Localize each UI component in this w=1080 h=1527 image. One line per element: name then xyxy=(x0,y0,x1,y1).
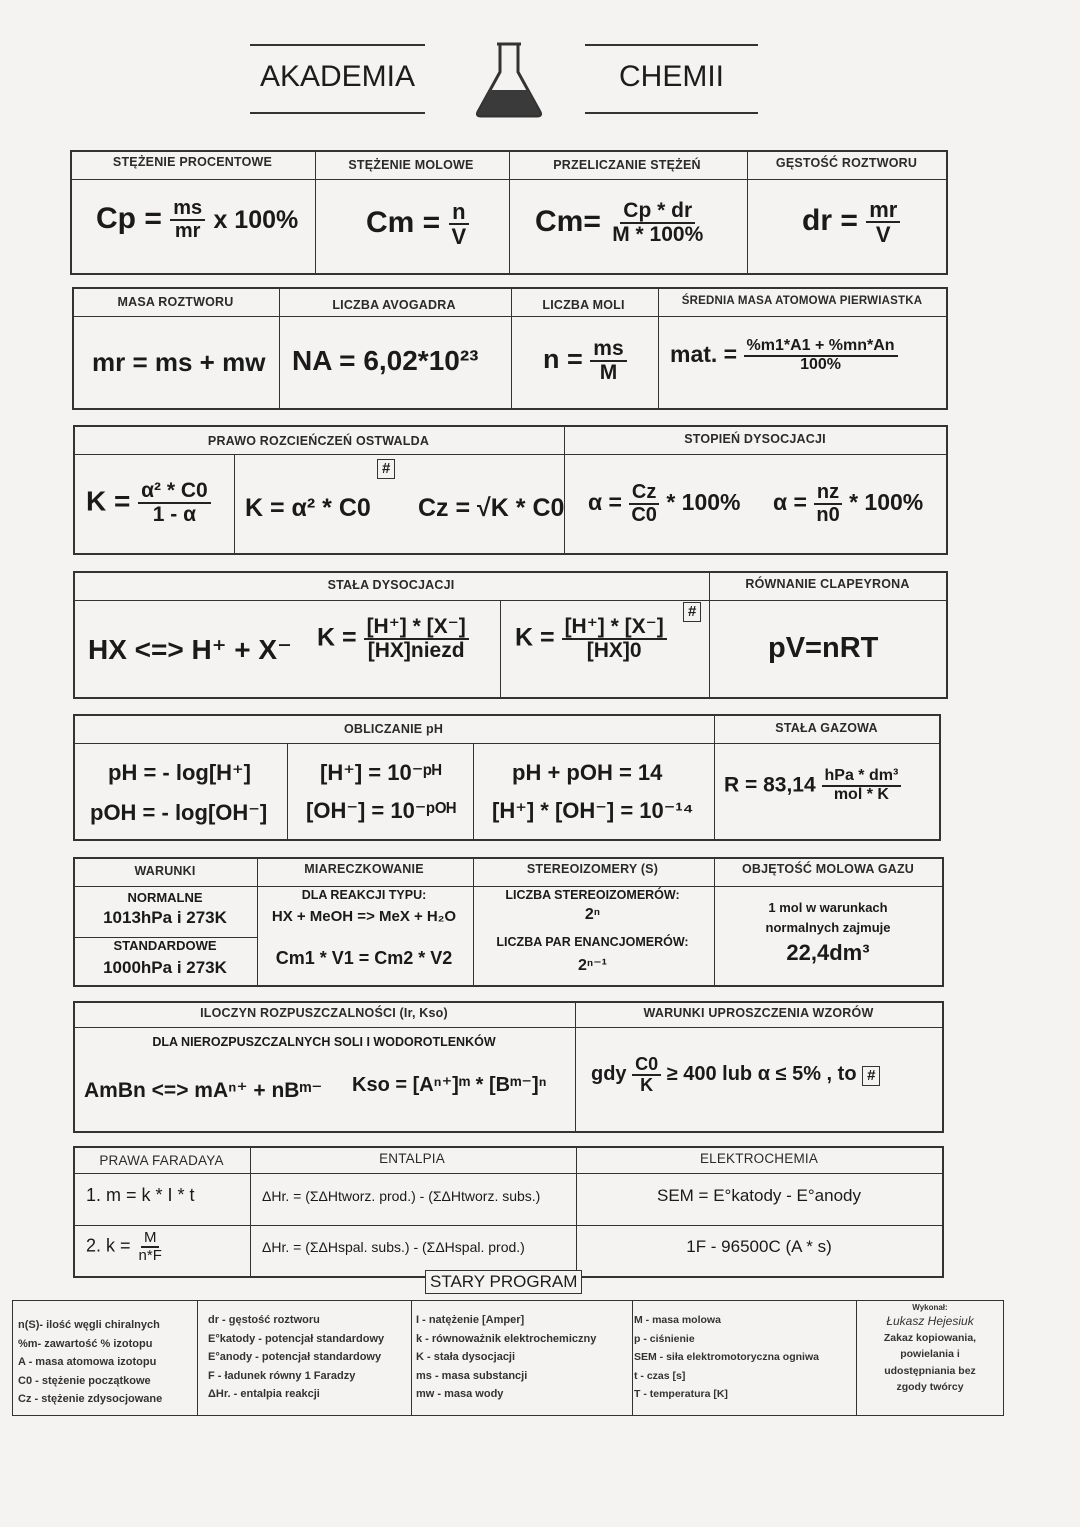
author-signature: Łukasz Hejesiuk xyxy=(886,1314,974,1328)
stereoizomery-label: LICZBA STEREOIZOMERÓW: xyxy=(505,888,680,902)
formula-liczba-avogadra: NA = 6,02*10²³ xyxy=(292,345,479,376)
title-rule-left-bottom xyxy=(250,112,425,114)
warunki-normalne-label: NORMALNE xyxy=(127,890,203,905)
formula-masa-roztworu: mr = ms + mw xyxy=(92,347,266,377)
header-iloczyn-rozpuszczalnosci: ILOCZYN ROZPUSZCZALNOŚCI (Ir, Kso) xyxy=(200,1006,448,1020)
title-rule-left-top xyxy=(250,44,425,46)
formula-sem: SEM = E°katody - E°anody xyxy=(657,1186,861,1205)
header-rownanie-clapeyrona: RÓWNANIE CLAPEYRONA xyxy=(745,577,910,591)
header-stezenie-procentowe: STĘŻENIE PROCENTOWE xyxy=(112,155,273,169)
header-elektrochemia: ELEKTROCHEMIA xyxy=(699,1151,819,1166)
formula-faraday-1: 1. m = k * I * t xyxy=(86,1185,195,1205)
header-objetosc-molowa: OBJĘTOŚĆ MOLOWA GAZU xyxy=(741,862,915,876)
formula-liczba-moli: n = $\frac{ms}{M}$ xyxy=(543,338,627,384)
warunki-standardowe-label: STANDARDOWE xyxy=(113,938,217,953)
header-srednia-masa-atomowa: ŚREDNIA MASA ATOMOWA PIERWIASTKA xyxy=(681,295,923,307)
formula-srednia-masa-atomowa: mat. = $\frac{\%m1*A1 + \%mn*An}{100\%}$ xyxy=(670,338,898,374)
miareczkowanie-reakcja: HX + MeOH => MeX + H₂O xyxy=(271,908,457,925)
formula-warunek-uproszczenia: gdy $\frac{C0}{K}$ ≥ 400 lub α ≤ 5% , to # xyxy=(591,1055,880,1095)
formula-ph-poh-sum: pH + pOH = 14 xyxy=(512,760,663,785)
header-liczba-avogadra: LICZBA AVOGADRA xyxy=(332,298,456,312)
header-masa-roztworu: MASA ROZTWORU xyxy=(117,295,234,309)
header-warunki-uproszczenia: WARUNKI UPROSZCZENIA WZORÓW xyxy=(643,1006,874,1020)
header-gestosc-roztworu: GĘSTOŚĆ ROZTWORU xyxy=(775,156,918,170)
formula-ostwald-simplified: K = α² * C0 xyxy=(245,494,371,522)
title-rule-right-top xyxy=(585,44,758,46)
formula-oh-concentration: [OH⁻] = 10⁻ᵖᴼᴴ xyxy=(306,798,457,823)
formula-poh: pOH = - log[OH⁻] xyxy=(90,800,268,825)
legend-col-author: Wykonał: Łukasz Hejesiuk Zakaz kopiowania, powielania i udostępniania bez zgody twórcy xyxy=(858,1303,1002,1396)
objetosc-molowa-line2: normalnych zajmuje xyxy=(765,920,891,935)
header-prawo-ostwalda: PRAWO ROZCIEŃCZEŃ OSTWALDA xyxy=(207,434,430,448)
header-warunki: WARUNKI xyxy=(134,864,196,878)
legend-col-3: I - natężenie [Amper] k - równoważnik elektrochemiczny K - stała dysocjacji ms - masa substancji mw - masa wody xyxy=(416,1314,597,1400)
formula-clapeyron: pV=nRT xyxy=(768,632,879,664)
objetosc-molowa-line1: 1 mol w warunkach xyxy=(768,900,888,915)
warunki-standardowe-value: 1000hPa i 273K xyxy=(103,958,227,977)
formula-h-concentration: [H⁺] = 10⁻ᵖᴴ xyxy=(320,760,442,785)
formula-faraday-constant: 1F - 96500C (A * s) xyxy=(686,1237,832,1256)
iloczyn-subtitle: DLA NIEROZPUSZCZALNYCH SOLI I WODOROTLENKÓW xyxy=(152,1035,496,1049)
formula-rownanie-dysocjacji: HX <=> H⁺ + X⁻ xyxy=(88,634,292,665)
formula-entalpia-spalania: ΔHr. = (ΣΔHspal. subs.) - (ΣΔHspal. prod.) xyxy=(262,1239,525,1255)
formula-stala-dysocjacji-niezd: K = $\frac{[H^+] * [X^-]}{\text{[HX]niezd}}$ xyxy=(317,616,469,662)
header-stereoizomery: STEREOIZOMERY (S) xyxy=(526,862,659,876)
formula-przeliczanie-stezen: Cm= $\frac{Cp * dr}{M * 100\%}$ xyxy=(535,199,704,247)
objetosc-molowa-value: 22,4dm³ xyxy=(786,940,870,965)
header-liczba-moli: LICZBA MOLI xyxy=(542,298,625,312)
formula-stezenie-molowe: Cm = $\frac{n}{V}$ xyxy=(366,200,469,248)
formula-stezenie-procentowe: Cp = $\frac{ms}{mr}$ x 100% xyxy=(96,197,299,242)
formula-stezenie-zdysocjowane: Cz = √K * C0 xyxy=(418,494,565,522)
title-rule-right-bottom xyxy=(585,112,758,114)
formula-stala-gazowa: R = 83,14 $\frac{\text{hPa * dm³}}{\text{mol * K}}$ xyxy=(724,768,901,804)
header-miareczkowanie: MIARECZKOWANIE xyxy=(304,862,424,876)
legend-col-1: n(S)- ilość węgli chiralnych %m- zawartość % izotopu A - masa atomowa izotopu C0 - stężenie początkowe Cz - stężenie zdysocjowane xyxy=(18,1319,163,1405)
title-left: AKADEMIA xyxy=(259,60,416,93)
flask-icon xyxy=(470,40,548,120)
miareczkowanie-label: DLA REAKCJI TYPU: xyxy=(301,888,427,902)
formula-faraday-2: 2. k = $\frac{M}{n*F}$ xyxy=(86,1229,162,1264)
formula-rownanie-rozpuszczania: AmBn <=> mAⁿ⁺ + nBᵐ⁻ xyxy=(84,1079,323,1102)
hash-marker-ostwald: # xyxy=(377,459,395,479)
warunki-normalne-value: 1013hPa i 273K xyxy=(103,908,227,927)
formula-stopien-dysocjacji-moli: α = $\frac{nz}{n0}$ * 100% xyxy=(773,481,924,526)
header-prawa-faradaya: PRAWA FARADAYA xyxy=(99,1153,224,1168)
formula-ostwald-full: K = $\frac{\text{α² * C0}}{1 - \alpha}$ xyxy=(86,480,211,526)
header-przeliczanie-stezen: PRZELICZANIE STĘŻEŃ xyxy=(553,158,701,172)
formula-entalpia-tworzenia: ΔHr. = (ΣΔHtworz. prod.) - (ΣΔHtworz. subs.) xyxy=(262,1188,541,1204)
formula-stala-dysocjacji-0: K = $\frac{[H^+] * [X^-]}{[HX]0}$ xyxy=(515,616,667,662)
formula-gestosc-roztworu: dr = $\frac{mr}{V}$ xyxy=(802,198,900,246)
hash-marker-dysocjacja: # xyxy=(683,602,701,622)
formula-stopien-dysocjacji-stezenia: α = $\frac{Cz}{C0}$ * 100% xyxy=(588,481,741,526)
title-right: CHEMII xyxy=(619,60,724,93)
miareczkowanie-wzor: Cm1 * V1 = Cm2 * V2 xyxy=(275,948,453,968)
header-stala-gazowa: STAŁA GAZOWA xyxy=(775,721,878,735)
header-obliczanie-ph: OBLICZANIE pH xyxy=(343,722,444,736)
header-entalpia: ENTALPIA xyxy=(379,1151,445,1166)
enancjomery-value: 2ⁿ⁻¹ xyxy=(577,957,607,974)
stereoizomery-value: 2ⁿ xyxy=(584,906,601,923)
legend-col-2: dr - gęstość roztworu E°katody - potencjał standardowy E°anody - potencjał standardowy F - ładunek równy 1 Faradzy ΔHr. - entalpia reakcji xyxy=(208,1314,385,1400)
formula-iloczyn-rozpuszczalnosci: Kso = [Aⁿ⁺]ᵐ * [Bᵐ⁻]ⁿ xyxy=(352,1074,547,1096)
formula-ion-product-water: [H⁺] * [OH⁻] = 10⁻¹⁴ xyxy=(492,798,694,823)
header-stala-dysocjacji: STAŁA DYSOCJACJI xyxy=(327,578,455,592)
header-stopien-dysocjacji: STOPIEŃ DYSOCJACJI xyxy=(684,432,826,446)
legend-col-4: M - masa molowa p - ciśnienie SEM - siła elektromotoryczna ogniwa t - czas [s] T - temperatura [K] xyxy=(634,1314,819,1400)
enancjomery-label: LICZBA PAR ENANCJOMERÓW: xyxy=(496,935,689,949)
stary-program-badge: STARY PROGRAM xyxy=(425,1270,582,1294)
hash-marker-uproszczenie: # xyxy=(862,1066,880,1086)
header-stezenie-molowe: STĘŻENIE MOLOWE xyxy=(348,158,474,172)
formula-ph: pH = - log[H⁺] xyxy=(108,760,251,785)
